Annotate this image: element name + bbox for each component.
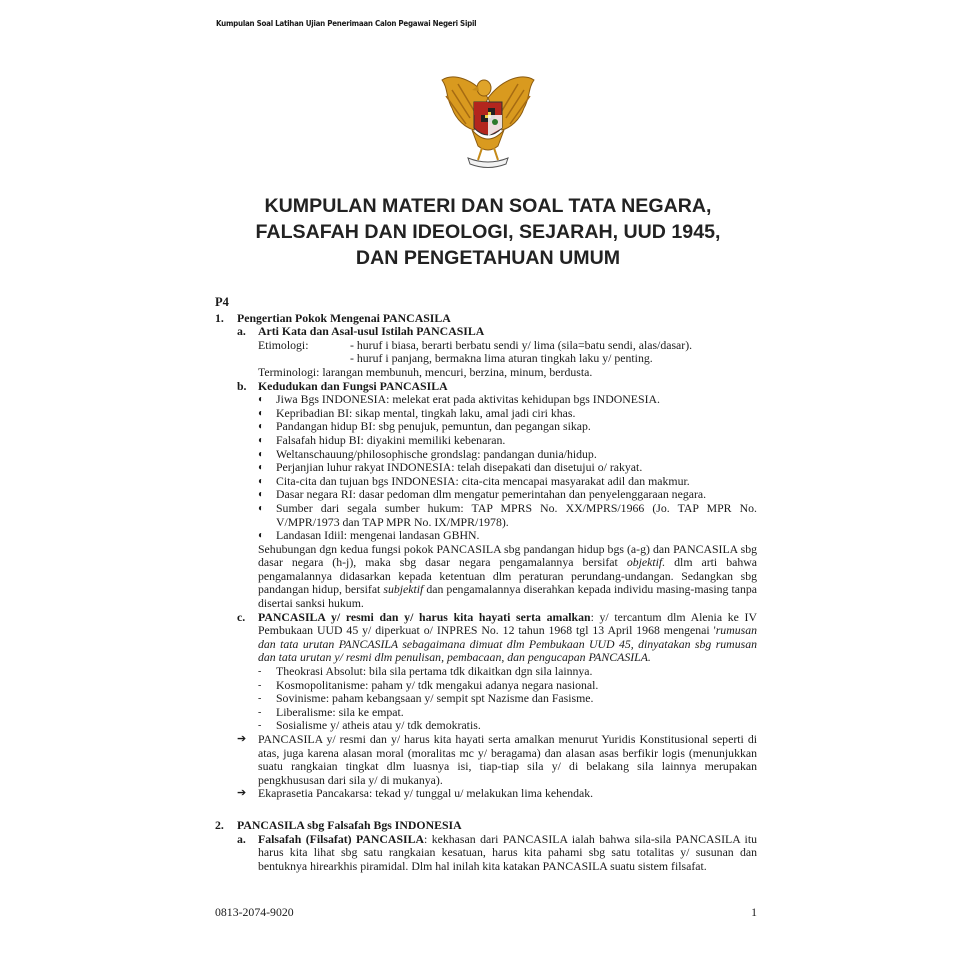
list-item: [215, 393, 757, 407]
running-header: Kumpulan Soal Latihan Ujian Penerimaan Calon Pegawai Negeri Sipil: [216, 18, 477, 28]
arrow-item: [215, 787, 757, 801]
bullet-icon: ◐: [258, 421, 265, 433]
garuda-pancasila-emblem-icon: [438, 68, 538, 172]
list-item: [215, 448, 757, 462]
item-text: Dasar negara RI: dasar pedoman dlm mengatur pemerintahan dan penyelenggaraan negara.: [276, 487, 707, 502]
list-item: [215, 407, 757, 421]
subsection-title: Arti Kata dan Asal-usul Istilah PANCASILA: [258, 324, 485, 339]
subsection-title: PANCASILA y/ resmi dan y/ harus kita hayati serta amalkan: [258, 609, 591, 624]
item-text: Perjanjian luhur rakyat INDONESIA: telah disepakati dan disetujui o/ rakyat.: [276, 460, 643, 475]
subsection-text: : y/ tercantum dlm Alenia ke IV Pembukaan UUD 45 y/ diperkuat o/ INPRES No. 12 tahun 1968 tgl 13 April 1968 mengenai ': [258, 609, 758, 638]
subsection-1c: [215, 611, 757, 665]
subsection-2a: [215, 833, 757, 874]
list-item: [215, 502, 757, 529]
item-text: Pandangan hidup BI: sbg penujuk, pemuntun, dan pegangan sikap.: [276, 419, 591, 434]
list-item: [215, 434, 757, 448]
list-item: [215, 529, 757, 543]
page-footer: [215, 905, 757, 920]
section-number: 1.: [215, 310, 224, 325]
dash-icon: -: [258, 679, 262, 691]
list-item: [215, 420, 757, 434]
item-text: Weltanschauung/philosophische grondslag: pandangan dunia/hidup.: [276, 446, 597, 461]
item-text: Sumber dari segala sumber hukum: TAP MPRS No. XX/MPRS/1966 (Jo. TAP MPR No. V/MPR/1973 dan TAP MPR No. IX/MPR/1978).: [276, 500, 757, 529]
item-text: Landasan Idiil: mengenai landasan GBHN.: [276, 528, 480, 543]
bullet-icon: ◐: [258, 434, 265, 446]
list-item: [215, 461, 757, 475]
item-text: PANCASILA y/ resmi dan y/ harus kita hayati serta amalkan menurut Yuridis Konstitusional seperti di atas, juga karena alasan moral (moralitas mc y/ beragama) dan alasan asas berfikir logis (menunjukkan suatu rangkaian tingkat dlm luasnya isi, tiap-tiap sila y/ di belakang sila lainnya merupakan pengkhususan dari sila y/ di mukanya).: [258, 732, 757, 787]
item-text: Kepribadian BI: sikap mental, tingkah laku, amal jadi ciri khas.: [276, 405, 576, 420]
title-line: DAN PENGETAHUAN UMUM: [355, 247, 621, 269]
list-item: [215, 692, 757, 706]
subsection-title: Falsafah (Filsafat) PANCASILA: [258, 831, 424, 846]
subsection-title: Kedudukan dan Fungsi PANCASILA: [258, 378, 448, 393]
footer-phone: 0813-2074-9020: [215, 905, 294, 919]
subsection-quote: rumusan dan tata urutan PANCASILA sebagaimana dimuat dlm Pembukaan UUD 45, dinyatakan sbg rumusan dan tata urutan y/ resmi dlm penulisan, pembacaan, dan pengucapan PANCASILA.: [258, 623, 757, 665]
list-item: [215, 719, 757, 733]
section-title: PANCASILA sbg Falsafah Bgs INDONESIA: [237, 817, 462, 832]
bullet-icon: ◐: [258, 462, 265, 474]
subsection-number: a.: [237, 324, 246, 339]
section-1-heading: [215, 312, 757, 326]
subsection-number: a.: [237, 831, 246, 846]
bullet-icon: ◐: [258, 448, 265, 460]
section-2-heading: [215, 819, 757, 833]
item-text: Cita-cita dan tujuan bgs INDONESIA: cita-cita mencapai masyarakat adil dan makmur.: [276, 473, 690, 488]
bullet-icon: ◐: [258, 407, 265, 419]
terminologi-text: Terminologi: larangan membunuh, mencuri, berzina, minum, berdusta.: [258, 364, 593, 379]
arrow-item: [215, 733, 757, 787]
section-number: 2.: [215, 817, 224, 832]
arrow-right-icon: ➔: [237, 787, 247, 800]
explanation-paragraph: Sehubungan dgn kedua fungsi pokok PANCASILA sbg pandangan hidup bgs (a-g) dan PANCASILA sbg dasar negara (h-j), maka sbg dasar negara pengamalannya bersifat objektif. dlm arti bahwa pengamalannya didasarkan kepada ketentuan dlm peraturan perundang-undangan. Sedangkan sbg pandangan hidup, bersifat subjektif dan pengamalannya diserahkan kepada individu masing-masing tanpa disertai sanksi hukum.: [258, 541, 757, 611]
arrow-right-icon: ➔: [237, 733, 247, 745]
title-line: FALSAFAH DAN IDEOLOGI, SEJARAH, UUD 1945,: [255, 221, 721, 243]
section-code: P4: [215, 295, 229, 309]
subsection-1a-heading: [215, 325, 757, 339]
dash-icon: -: [258, 706, 262, 718]
list-item: [215, 488, 757, 502]
section-title: Pengertian Pokok Mengenai PANCASILA: [237, 310, 451, 325]
item-text: Sosialisme y/ atheis atau y/ tdk demokratis.: [276, 718, 481, 733]
bullet-icon: ◐: [258, 489, 265, 501]
subsection-1b-heading: [215, 380, 757, 394]
bullet-icon: ◐: [258, 394, 265, 406]
etimologi-text: - huruf i panjang, bermakna lima aturan tingkah laku y/ penting.: [350, 351, 653, 366]
list-item: [215, 475, 757, 489]
dash-icon: -: [258, 720, 262, 732]
item-text: Liberalisme: sila ke empat.: [276, 704, 404, 719]
etimologi-text: - huruf i biasa, berarti berbatu sendi y/ lima (sila=batu sendi, alas/dasar).: [350, 337, 693, 352]
document-title: [0, 193, 972, 271]
etimologi-row: [215, 352, 757, 366]
subsection-number: c.: [237, 609, 246, 624]
document-body: [215, 296, 757, 873]
item-text: Jiwa Bgs INDONESIA: melekat erat pada aktivitas kehidupan bgs INDONESIA.: [276, 392, 660, 407]
subsection-number: b.: [237, 378, 247, 393]
bullet-icon: ◐: [258, 475, 265, 487]
item-text: Sovinisme: paham kebangsaan y/ sempit spt Nazisme dan Fasisme.: [276, 691, 594, 706]
list-item: [215, 665, 757, 679]
etimologi-row: [215, 339, 757, 353]
item-text: Falsafah hidup BI: diyakini memiliki kebenaran.: [276, 432, 506, 447]
item-text: Kosmopolitanisme: paham y/ tdk mengakui adanya negara nasional.: [276, 677, 599, 692]
dash-icon: -: [258, 693, 262, 705]
subsection-text: : kekhasan dari PANCASILA ialah bahwa sila-sila PANCASILA itu harus kita lihat sbg satu rangkaian kesatuan, harus kita pahami sbg satu totalitas y/ susunan dan bentuknya hirearkhis piramidal. Dlm hal inilah kita katakan PANCASILA suatu sistem filsafat.: [258, 831, 757, 873]
bullet-icon: ◐: [258, 530, 265, 542]
list-item: [215, 706, 757, 720]
item-text: Theokrasi Absolut: bila sila pertama tdk dikaitkan dgn sila lainnya.: [276, 664, 593, 679]
item-text: Ekaprasetia Pancakarsa: tekad y/ tunggal u/ melakukan lima kehendak.: [258, 786, 594, 801]
dash-icon: -: [258, 666, 262, 678]
etimologi-label: Etimologi:: [258, 337, 309, 352]
list-item: [215, 679, 757, 693]
bullet-icon: ◐: [258, 502, 265, 514]
title-line: KUMPULAN MATERI DAN SOAL TATA NEGARA,: [264, 195, 712, 217]
page-number: 1: [751, 905, 757, 919]
